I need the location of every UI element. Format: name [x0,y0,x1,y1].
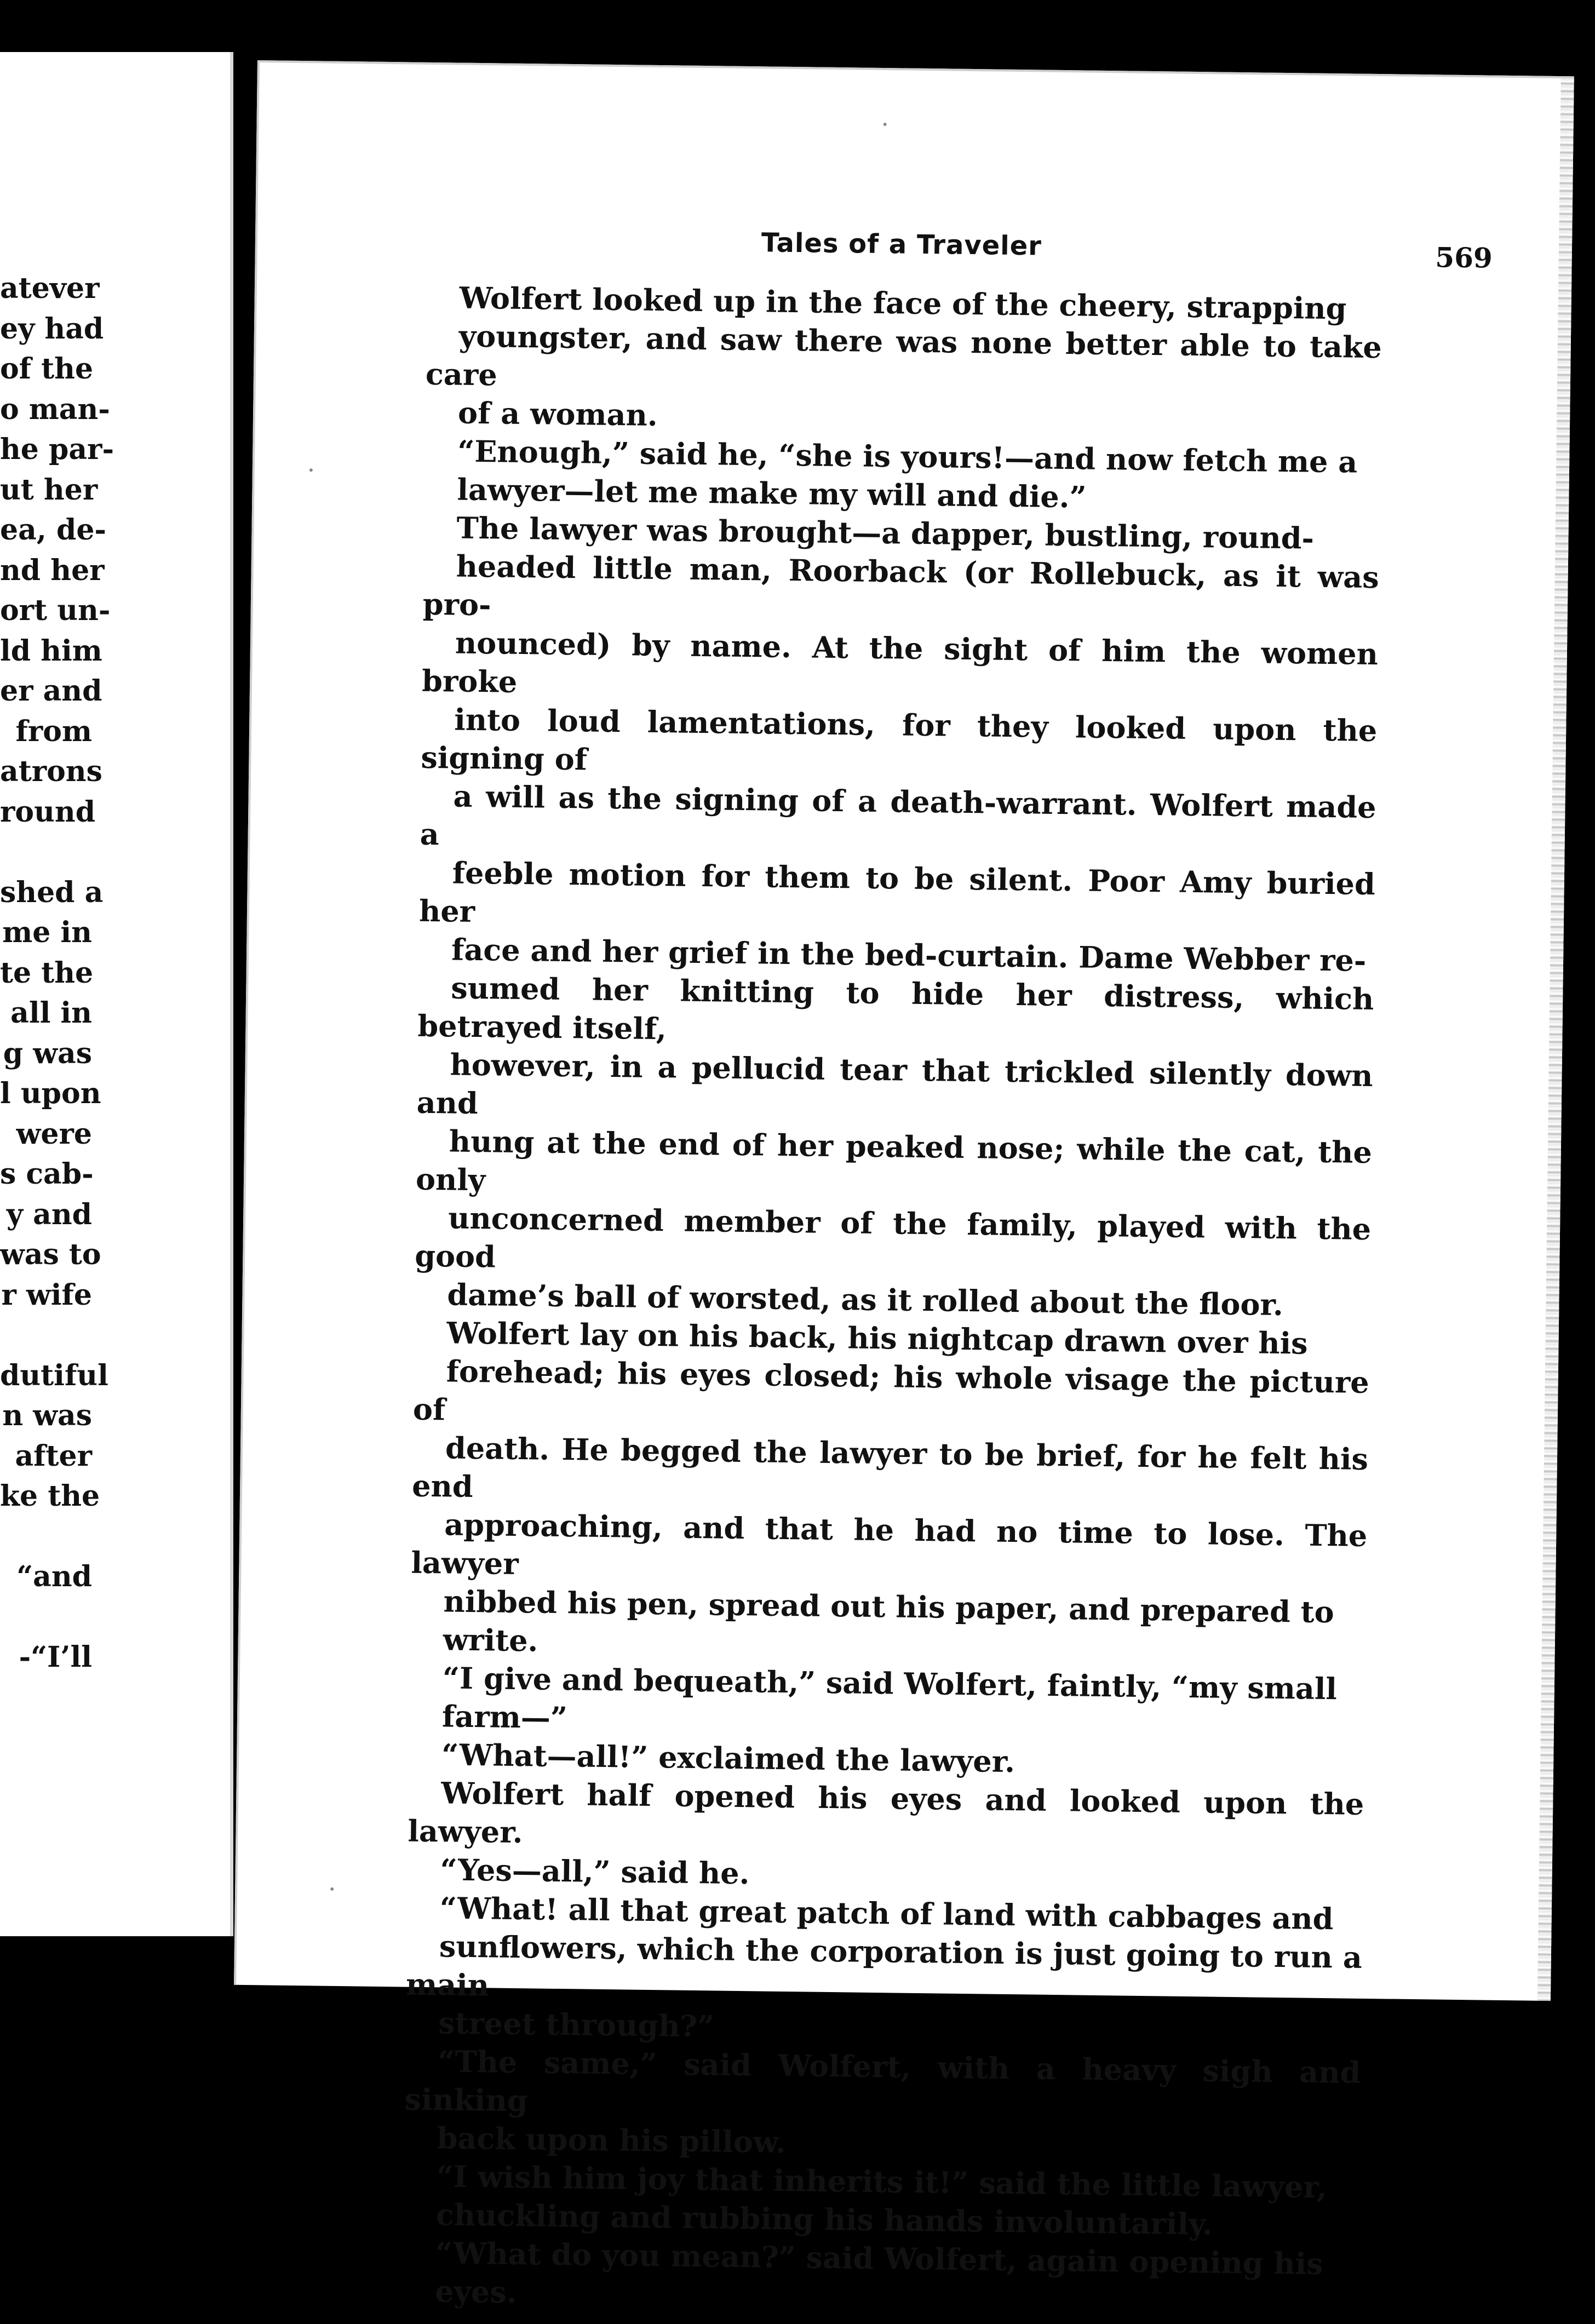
previous-page-line: ey had [0,312,104,346]
previous-page-line: y and [6,1197,92,1231]
text-line: sunflowers, which the corporation is just going to run a main [405,1929,1363,2003]
previous-page-line: r wife [1,1278,92,1312]
previous-page-line: atever [0,272,100,305]
previous-page-line: ld him [0,634,102,668]
previous-page-line: atrons [0,755,102,788]
previous-page-line: nd her [0,553,105,587]
previous-page-line: round [0,795,96,829]
paragraph [402,2234,1359,2322]
paragraph [425,278,1382,443]
text-line: “I wish him joy that inherits it!” said the little lawyer, [436,2159,1328,2205]
previous-page-line [0,1597,230,1638]
text-line: sumed her knitting to hide her distress, which betrayed itself, [417,970,1374,1047]
text-line: “I give and bequeath,” said Wolfert, faintly, “my small [442,1660,1338,1707]
previous-page-line: dutiful [0,1358,108,1392]
text-line: The lawyer was brought—a dapper, bustling, round- [456,510,1315,556]
previous-page-line: from [15,714,92,748]
paper-speck [330,1887,334,1891]
text-line: chuckling and rubbing his hands involuntarily. [435,2197,1213,2242]
previous-page-line: after [15,1439,92,1473]
text-line: dame’s ball of worsted, as it rolled about the floor. [447,1277,1284,1323]
previous-page-line [0,832,230,873]
previous-page-line: l upon [0,1077,101,1110]
previous-page-line: ut her [0,473,98,507]
text-line: “What—all!” exclaimed the lawyer. [441,1737,1015,1780]
paper-speck [309,468,313,472]
text-line: a will as the signing of a death-warrant. Wolfert made a [420,778,1376,852]
paragraph [404,2042,1361,2168]
page-number: 569 [1435,241,1493,274]
previous-page-line: ke the [0,1479,100,1513]
previous-page-line [0,1517,230,1557]
previous-page-line: g was [3,1036,92,1070]
previous-page-line: he par- [0,433,114,466]
book-page [234,60,1574,2310]
text-line: “Yes—all,” said he. [440,1852,750,1891]
previous-page-line [0,1315,230,1356]
previous-page-line: was to [0,1238,101,1271]
text-line: however, in a pellucid tear that trickled silently down and [416,1047,1373,1121]
previous-page-line: me in [2,916,92,949]
previous-page-line: o man- [0,392,110,426]
text-line: lawyer—let me make my will and die.” [457,472,1087,515]
text-line: “What! all that great patch of land with cabbages and [439,1890,1334,1937]
paragraph [410,1313,1370,1670]
text-line: nibbed his pen, spread out his paper, and prepared to [443,1583,1335,1630]
previous-page-line: were [16,1117,92,1151]
text-line: feeble motion for them to be silent. Poor Amy buried her [418,855,1376,929]
text-line: into loud lamentations, for they looked upon the signing of [421,702,1378,777]
text-line: “Enough,” said he, “she is yours!—and now fetch me a [457,433,1358,480]
previous-page-line: n was [2,1399,92,1432]
previous-page-line: -“I’ll [19,1640,92,1674]
text-line: forehead; his eyes closed; his whole visage the picture of [412,1353,1370,1427]
paragraph [403,2157,1360,2245]
previous-page-line: s cab- [0,1157,94,1191]
text-line: farm—” [441,1698,568,1736]
page-stack-edge [1537,78,1574,2001]
previous-page-line: all in [10,996,92,1030]
body-text [402,278,1382,2322]
text-line: death. He begged the lawyer to be brief, for he felt his end [411,1430,1369,1505]
text-line: of a woman. [457,395,658,433]
text-line: face and her grief in the bed-curtain. Dame Webber re- [451,932,1367,978]
previous-page-line-endings [0,268,230,1678]
paragraph [405,1889,1363,2053]
text-line: write. [443,1622,538,1659]
previous-page-line: “and [16,1560,92,1593]
text-line: Wolfert looked up in the face of the cheery, strapping [459,280,1347,326]
text-line: youngster, and saw there was none better able to take care [425,318,1382,393]
paragraph [414,508,1380,1325]
text-line: unconcerned member of the family, played with the good [414,1200,1372,1275]
text-line: back upon his pillow. [437,2120,787,2160]
text-line: eyes. [434,2274,517,2310]
text-line: hung at the end of her peaked nose; while the cat, the only [415,1123,1373,1198]
text-line: headed little man, Roorback (or Rollebuck, as it was pro- [422,548,1380,623]
text-line: Wolfert half opened his eyes and looked upon the lawyer. [408,1775,1364,1850]
previous-page-line: ea, de- [0,513,107,547]
running-header: Tales of a Traveler [761,227,1042,262]
text-line: street through?” [438,2005,715,2044]
text-line: Wolfert lay on his back, his nightcap drawn over his [446,1315,1308,1361]
paper-speck [883,123,887,126]
previous-page-line: of the [0,352,94,386]
text-line: “The same,” said Wolfert, with a heavy sigh and sinking [404,2044,1361,2119]
text-line: “What do you mean?” said Wolfert, again opening his [435,2235,1323,2282]
previous-page-line: er and [0,674,102,708]
text-line: nounced) by name. At the sight of him the women broke [421,625,1379,699]
paragraph [424,432,1381,520]
previous-page-line: ort un- [0,594,111,627]
previous-page-line: te the [0,956,94,990]
paragraph [408,1774,1364,1862]
paragraph [409,1659,1366,1747]
previous-page-fragment [0,52,233,1936]
previous-page-line: shed a [0,875,104,909]
text-line: approaching, and that he had no time to lose. The lawyer [411,1507,1368,1582]
